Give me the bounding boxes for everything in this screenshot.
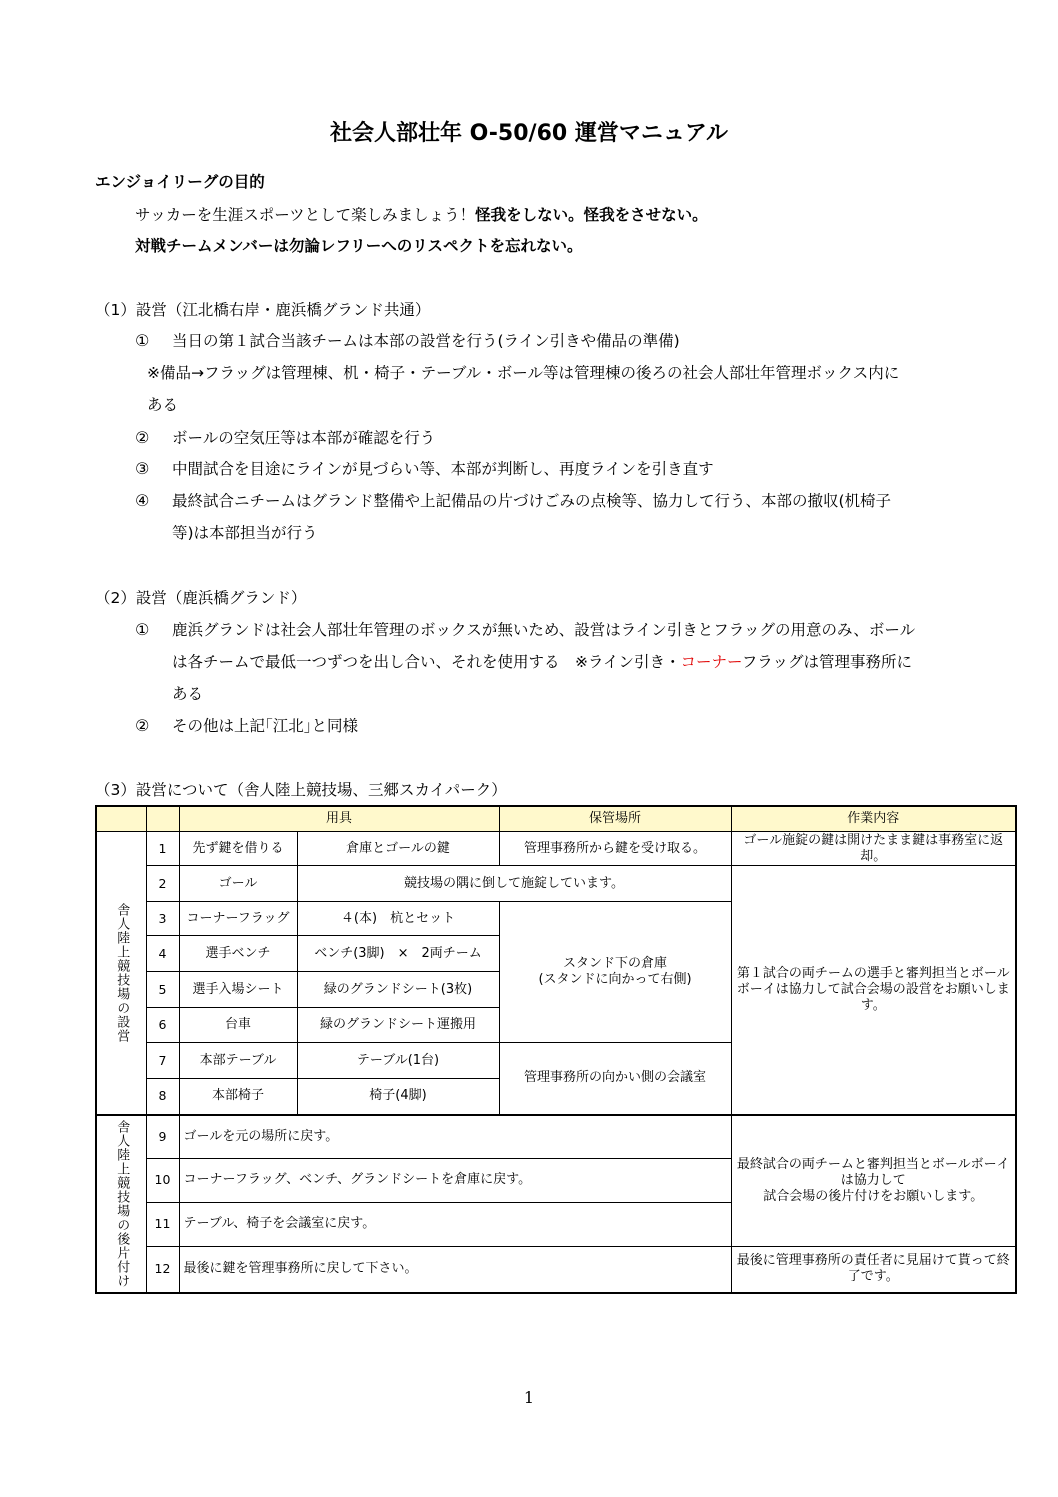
section1-mark-2: ② — [135, 428, 150, 447]
storage-stand-warehouse — [499, 902, 731, 1043]
section2-item-1-line2-pre: は各チームで最低一つずつを出し合い、それを使用する ※ライン引き・ — [172, 653, 681, 671]
row-item: 台車 — [179, 1008, 297, 1043]
row-number: 8 — [146, 1079, 179, 1115]
row-number: 4 — [146, 936, 179, 972]
row-detail: ４(本) 杭とセット — [297, 902, 499, 936]
row-item: 先ず鍵を借りる — [179, 832, 297, 866]
row-task: 最後に鍵を管理事務所に戻して下さい。 — [179, 1246, 731, 1292]
row-task: ゴールを元の場所に戻す。 — [179, 1115, 731, 1159]
table-row — [96, 1115, 1016, 1159]
row-work: ゴール施錠の鍵は開けたまま鍵は事務室に返却。 — [731, 832, 1016, 866]
storage-stand-line1: スタンド下の倉庫 — [563, 956, 668, 971]
header-blank-section — [96, 806, 146, 832]
row-item: 本部椅子 — [179, 1079, 297, 1115]
cleanup-work-line1: 最終試合の両チームと審判担当とボールボーイは協力して — [736, 1156, 1010, 1188]
row-number: 11 — [146, 1202, 179, 1246]
section1-item-2: ボールの空気圧等は本部が確認を行う — [172, 429, 436, 447]
section2-item-1-line3: ある — [172, 685, 204, 703]
row-storage: 管理事務所から鍵を受け取る。 — [499, 832, 731, 866]
row-item: 本部テーブル — [179, 1043, 297, 1079]
cleanup-work-line2: 試合会場の後片付けをお願いします。 — [763, 1188, 984, 1204]
section2-item-1-line1: 鹿浜グランドは社会人部壮年管理のボックスが無いため、設営はライン引きとフラッグの用意のみ、ボール — [172, 621, 916, 639]
header-storage: 保管場所 — [499, 806, 731, 832]
section1-item-4: 最終試合ニチームはグランド整備や上記備品の片づけごみの点検等、協力して行う、本部の撤収(机椅子 — [172, 492, 892, 510]
row-number: 9 — [146, 1115, 179, 1159]
section1-item-1: 当日の第１試合当該チームは本部の設営を行う(ライン引きや備品の準備) — [172, 332, 680, 350]
section1-mark-4: ④ — [135, 491, 150, 510]
page-title: 社会人部壮年 O-50/60 運営マニュアル — [330, 121, 728, 146]
row-detail: ベンチ(3脚) × 2両チーム — [297, 936, 499, 972]
table-header-row — [96, 806, 1016, 832]
row-task: コーナーフラッグ、ベンチ、グランドシートを倉庫に戻す。 — [179, 1158, 731, 1202]
row-detail: 緑のグランドシート運搬用 — [297, 1008, 499, 1043]
row-number: 3 — [146, 902, 179, 936]
storage-meeting-room: 管理事務所の向かい側の会議室 — [499, 1043, 731, 1115]
section1-item-3: 中間試合を目途にラインが見づらい等、本部が判断し、再度ラインを引き直す — [172, 460, 714, 478]
table-row — [96, 832, 1016, 866]
section1-mark-1: ① — [135, 331, 150, 350]
section2-item-1-line2 — [172, 652, 912, 672]
table-row — [96, 866, 1016, 902]
row-detail: 競技場の隅に倒して施錠しています。 — [297, 866, 731, 902]
row-number: 2 — [146, 866, 179, 902]
row-detail: 倉庫とゴールの鍵 — [297, 832, 499, 866]
row-item: コーナーフラッグ — [179, 902, 297, 936]
row-number: 10 — [146, 1158, 179, 1202]
row-detail: 椅子(4脚) — [297, 1079, 499, 1115]
setup-section-label: 舎人陸上競技場の設営 — [96, 832, 146, 1115]
section2-item-1-line2-post: フラッグは管理事務所に — [741, 653, 912, 671]
row-item: ゴール — [179, 866, 297, 902]
row-number: 1 — [146, 832, 179, 866]
purpose-line-1 — [135, 205, 708, 225]
row-item: 選手ベンチ — [179, 936, 297, 972]
header-work: 作業内容 — [731, 806, 1016, 832]
row-number: 5 — [146, 972, 179, 1008]
purpose-line-1-text: サッカーを生涯スポーツとして楽しみましょう！ — [135, 206, 476, 224]
row-number: 6 — [146, 1008, 179, 1043]
purpose-line-2: 対戦チームメンバーは勿論レフリーへのリスペクトを忘れない。 — [135, 237, 583, 255]
section1-mark-3: ③ — [135, 459, 150, 478]
storage-stand-line2: (スタンドに向かって右側) — [538, 972, 692, 987]
row-task: テーブル、椅子を会議室に戻す。 — [179, 1202, 731, 1246]
section2-corner-highlight: コーナー — [680, 653, 742, 671]
cleanup-work-description — [731, 1115, 1016, 1247]
row-detail: 緑のグランドシート(3枚) — [297, 972, 499, 1008]
operations-table — [95, 805, 1017, 1294]
section2-mark-2: ② — [135, 716, 150, 735]
section1-note-line2: ある — [147, 396, 179, 414]
section1-heading: （1）設営（江北橋右岸・鹿浜橋グランド共通） — [95, 301, 431, 319]
section2-mark-1: ① — [135, 620, 150, 639]
header-equipment: 用具 — [179, 806, 499, 832]
row-item: 選手入場シート — [179, 972, 297, 1008]
purpose-line-1-bold: 怪我をしない。怪我をさせない。 — [475, 206, 708, 224]
cleanup-section-label: 舎人陸上競技場の後片付け — [96, 1115, 146, 1293]
section2-item-2: その他は上記｢江北｣と同様 — [172, 717, 359, 735]
header-blank-number — [146, 806, 179, 832]
setup-work-description: 第１試合の両チームの選手と審判担当とボールボーイは協力して試合会場の設営をお願いします。 — [731, 866, 1016, 1115]
purpose-heading: エンジョイリーグの目的 — [95, 173, 265, 191]
row-number: 12 — [146, 1246, 179, 1292]
row-number: 7 — [146, 1043, 179, 1079]
row-work: 最後に管理事務所の責任者に見届けて貰って終了です。 — [731, 1246, 1016, 1292]
section3-heading: （3）設営について（舎人陸上競技場、三郷スカイパーク） — [95, 781, 507, 799]
section1-note-line1: ※備品→フラッグは管理棟、机・椅子・テーブル・ボール等は管理棟の後ろの社会人部壮年管理ボックス内に — [147, 364, 900, 382]
section2-heading: （2）設営（鹿浜橋グランド） — [95, 589, 307, 607]
row-detail: テーブル(1台) — [297, 1043, 499, 1079]
page-number: 1 — [523, 1388, 535, 1407]
table-row — [96, 1246, 1016, 1292]
section1-item-4-cont: 等)は本部担当が行う — [172, 524, 318, 542]
